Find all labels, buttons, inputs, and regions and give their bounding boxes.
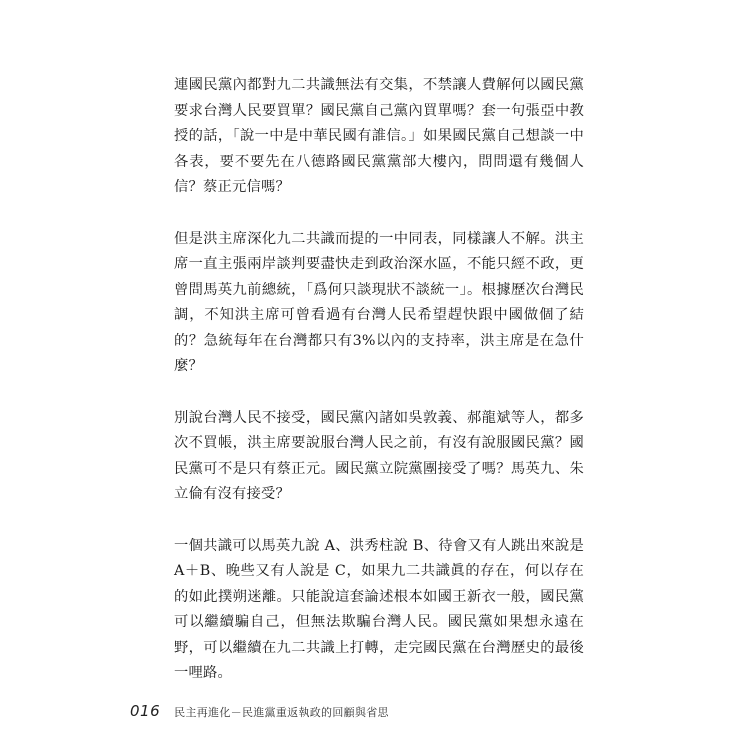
page-number: 016: [130, 702, 161, 720]
paragraph-2: 但是洪主席深化九二共識而提的一中同表，同樣讓人不解。洪主席一直主張兩岸談判要盡快走到政治深水區，不能只經不政，更曾問馬英九前總統，「爲何只談現狀不談統一」。根據歷次台灣民調，不知洪主席可曾看過有台灣人民希望趕快跟中國做個了結的？急統每年在台灣都只有3%以內的支持率，洪主席是在急什麼？: [174, 230, 584, 374]
running-book-title: 民主再進化－民進黨重返執政的回顧與省思: [174, 706, 389, 719]
paragraph-4: 一個共識可以馬英九說 A、洪秀柱說 B、待會又有人跳出來說是A＋B、晚些又有人說是 C，如果九二共識眞的存在，何以存在的如此撲朔迷離。只能說這套論述根本如國王新衣一般，國民黨可以繼續騙自己，但無法欺騙台灣人民。國民黨如果想永遠在野，可以繼續在九二共識上打轉，走完國民黨在台灣歷史的最後一哩路。: [174, 537, 584, 681]
body-text: [174, 73, 584, 713]
paragraph-3: 別說台灣人民不接受，國民黨內諸如吳敦義、郝龍斌等人，都多次不買帳，洪主席要說服台灣人民之前，有沒有說服國民黨？國民黨可不是只有蔡正元。國民黨立院黨團接受了嗎？馬英九、朱立倫有沒有接受？: [174, 409, 584, 502]
page-footer: [130, 702, 389, 720]
paragraph-1: 連國民黨內都對九二共識無法有交集，不禁讓人費解何以國民黨要求台灣人民要買單？國民黨自己黨內買單嗎？套一句張亞中教授的話，「說一中是中華民國有誰信。」如果國民黨自己想談一中各表，要不要先在八德路國民黨黨部大樓內，問問還有幾個人信？蔡正元信嗎？: [174, 77, 584, 195]
